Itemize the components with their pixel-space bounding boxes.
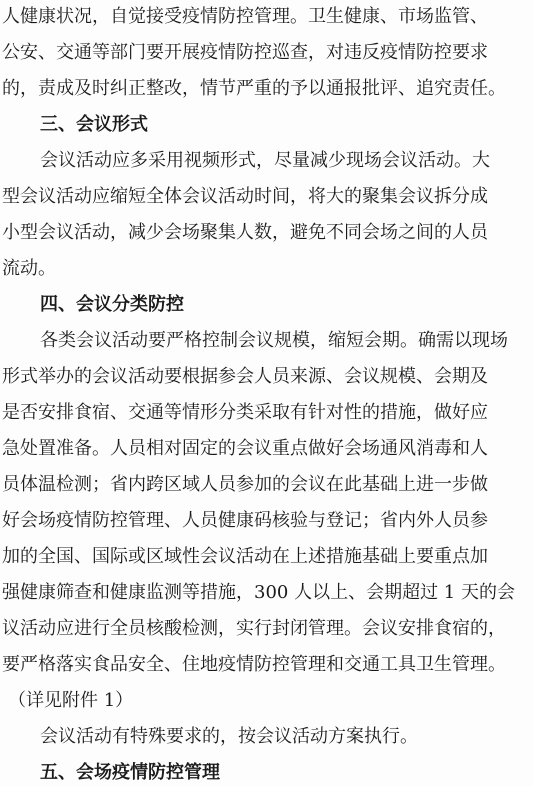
body-text-line: 会议活动应多采用视频形式，尽量减少现场会议活动。大: [40, 150, 490, 171]
section-heading-4: 四、会议分类防控: [40, 294, 184, 315]
body-text-line: 好会场疫情防控管理、人员健康码核验与登记；省内外人员参: [2, 510, 488, 531]
body-text-line: 议活动应进行全员核酸检测，实行封闭管理。会议安排食宿的，: [2, 618, 506, 639]
body-text-line: 要严格落实食品安全、住地疫情防控管理和交通工具卫生管理。: [2, 654, 506, 675]
body-text-line: 小型会议活动，减少会场聚集人数，避免不同会场之间的人员: [2, 222, 488, 243]
body-text-line: 强健康筛查和健康监测等措施，300 人以上、会期超过 1 天的会: [2, 582, 515, 603]
section-heading-3: 三、会议形式: [40, 114, 148, 135]
body-text-line: 流动。: [2, 258, 56, 279]
body-text-line: 是否安排食宿、交通等情形分类采取有针对性的措施，做好应: [2, 402, 488, 423]
body-text-line: 型会议活动应缩短全体会议活动时间，将大的聚集会议拆分成: [2, 186, 488, 207]
section-heading-5: 五、会场疫情防控管理: [40, 762, 220, 783]
body-text-line: 会议活动有特殊要求的，按会议活动方案执行。: [40, 726, 418, 747]
attachment-reference: （详见附件 1）: [8, 690, 134, 711]
body-text-line: 人健康状况，自觉接受疫情防控管理。卫生健康、市场监管、: [2, 6, 488, 27]
body-text-line: 各类会议活动要严格控制会议规模，缩短会期。确需以现场: [40, 330, 508, 351]
body-text-line: 形式举办的会议活动要根据参会人员来源、会议规模、会期及: [2, 366, 488, 387]
body-text-line: 急处置准备。人员相对固定的会议重点做好会场通风消毒和人: [2, 438, 488, 459]
body-text-line: 的，责成及时纠正整改，情节严重的予以通报批评、追究责任。: [2, 78, 506, 99]
body-text-line: 公安、交通等部门要开展疫情防控巡查，对违反疫情防控要求: [2, 42, 488, 63]
body-text-line: 加的全国、国际或区域性会议活动在上述措施基础上要重点加: [2, 546, 488, 567]
body-text-line: 员体温检测；省内跨区域人员参加的会议在此基础上进一步做: [2, 474, 488, 495]
